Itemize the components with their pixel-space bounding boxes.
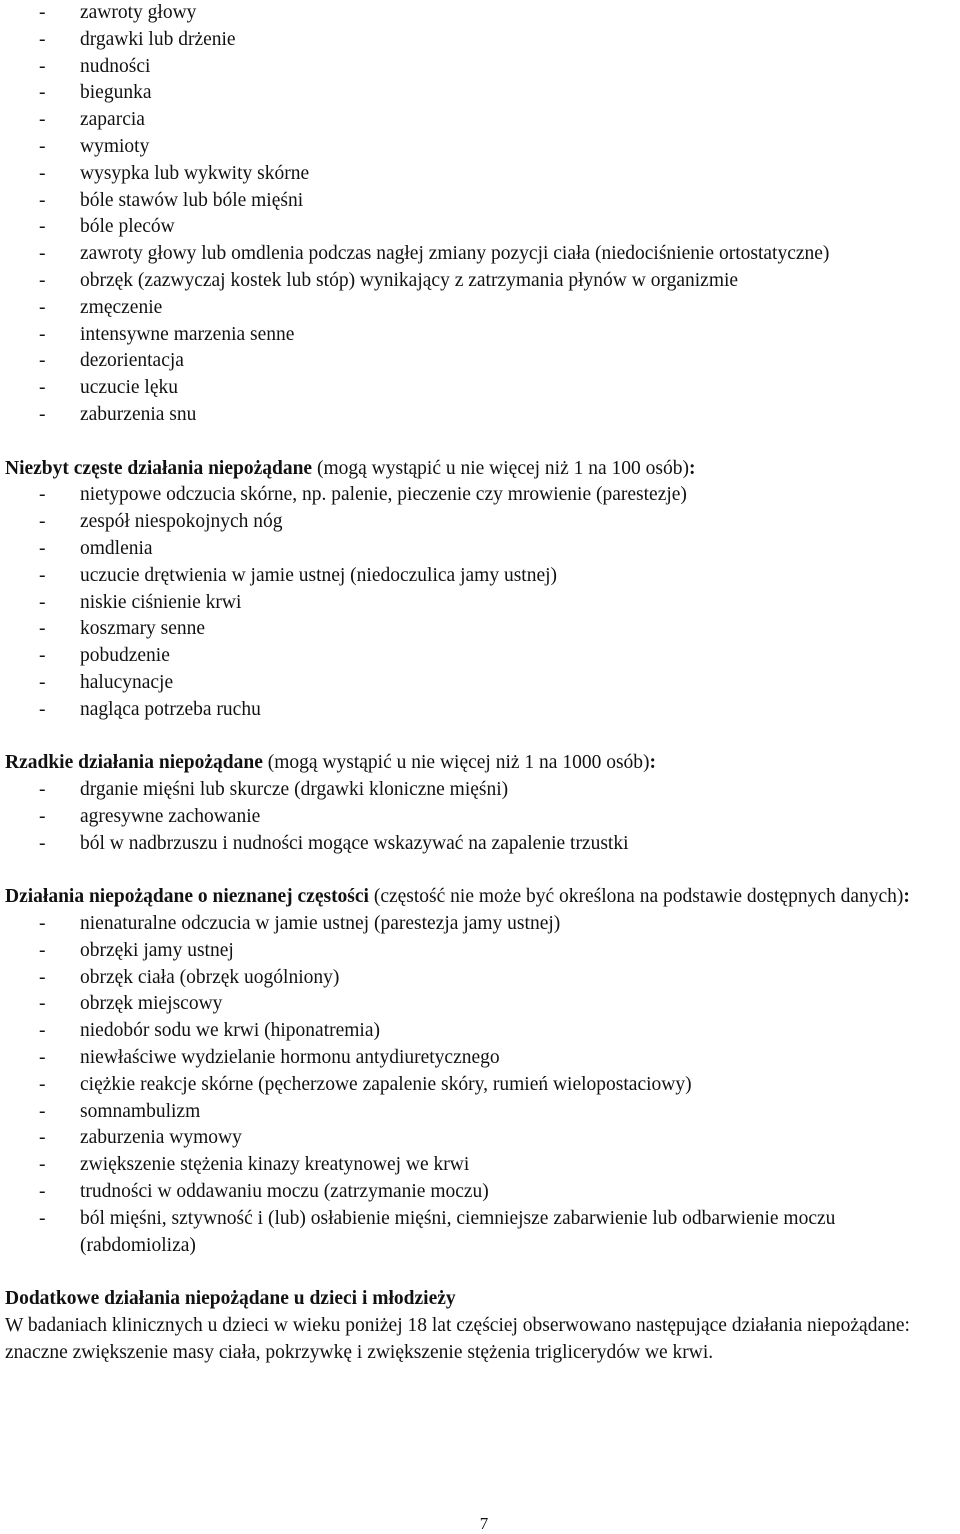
children-effects-paragraph: W badaniach klinicznych u dzieci w wieku poniżej 18 lat częściej obserwowano następujące działania niepożądane: znaczne zwiększenie masy ciała, pokrzywkę i zwiększenie stężenia triglicerydów we krwi.	[5, 1315, 910, 1363]
list-item: - ciężkie reakcje skórne (pęcherzowe zapalenie skóry, rumień wielopostaciowy)	[5, 1072, 956, 1099]
list-item: - nietypowe odczucia skórne, np. palenie, pieczenie czy mrowienie (parestezje)	[5, 482, 956, 509]
list-item: - omdlenia	[5, 536, 956, 563]
list-item: - dezorientacja	[5, 348, 956, 375]
list-item: - drganie mięśni lub skurcze (drgawki kloniczne mięśni)	[5, 777, 956, 804]
list-item: - obrzęk miejscowy	[5, 991, 956, 1018]
list-item: - zespół niespokojnych nóg	[5, 509, 956, 536]
list-item: - somnambulizm	[5, 1099, 956, 1126]
list-item: - uczucie lęku	[5, 375, 956, 402]
list-item: - nudności	[5, 54, 956, 81]
unknown-heading-bold: Działania niepożądane o nieznanej częstości	[5, 886, 369, 908]
list-item: - nienaturalne odczucia w jamie ustnej (parestezja jamy ustnej)	[5, 911, 956, 938]
list-item: - obrzęk (zazwyczaj kostek lub stóp) wynikający z zatrzymania płynów w organizmie	[5, 268, 956, 295]
uncommon-heading-bold: Niezbyt częste działania niepożądane	[5, 457, 313, 479]
list-item: - zawroty głowy	[5, 0, 956, 27]
list-item: - uczucie drętwienia w jamie ustnej (niedoczulica jamy ustnej)	[5, 563, 956, 590]
unknown-frequency-heading	[5, 884, 956, 911]
uncommon-heading-rest: (mogą wystąpić u nie więcej niż 1 na 100 osób)	[312, 457, 689, 479]
list-item: - trudności w oddawaniu moczu (zatrzymanie moczu)	[5, 1179, 956, 1206]
uncommon-heading-colon: :	[689, 457, 696, 479]
page-number: 7	[479, 1514, 489, 1533]
list-item: - biegunka	[5, 80, 956, 107]
rare-effects-heading	[5, 750, 956, 777]
list-item: - zaburzenia wymowy	[5, 1125, 956, 1152]
rare-effects-list	[5, 777, 956, 857]
list-item: - bóle pleców	[5, 214, 956, 241]
list-item: - zwiększenie stężenia kinazy kreatynowej we krwi	[5, 1152, 956, 1179]
list-item: - zaburzenia snu	[5, 402, 956, 429]
list-item: - agresywne zachowanie	[5, 804, 956, 831]
list-item: - niedobór sodu we krwi (hiponatremia)	[5, 1018, 956, 1045]
list-item: - zaparcia	[5, 107, 956, 134]
unknown-heading-rest: (częstość nie może być określona na podstawie dostępnych danych)	[368, 886, 904, 908]
list-item: - zawroty głowy lub omdlenia podczas nagłej zmiany pozycji ciała (niedociśnienie ortostatyczne)	[5, 241, 956, 268]
list-item: - ból mięśni, sztywność i (lub) osłabienie mięśni, ciemniejsze zabarwienie lub odbarwienie moczu (rabdomioliza)	[5, 1206, 956, 1260]
children-heading-text: Dodatkowe działania niepożądane u dzieci i młodzieży	[5, 1288, 456, 1310]
rare-heading-colon: :	[649, 752, 657, 774]
unknown-frequency-list	[5, 911, 956, 1259]
list-item: - bóle stawów lub bóle mięśni	[5, 188, 956, 215]
list-item: - niskie ciśnienie krwi	[5, 590, 956, 617]
list-item: - niewłaściwe wydzielanie hormonu antydiuretycznego	[5, 1045, 956, 1072]
list-item: - halucynacje	[5, 670, 956, 697]
list-item: - nagląca potrzeba ruchu	[5, 697, 956, 724]
uncommon-effects-heading	[5, 456, 956, 483]
common-effects-list	[5, 0, 956, 429]
list-item: - drgawki lub drżenie	[5, 27, 956, 54]
rare-heading-bold: Rzadkie działania niepożądane	[5, 752, 263, 774]
list-item: - pobudzenie	[5, 643, 956, 670]
list-item: - obrzęk ciała (obrzęk uogólniony)	[5, 965, 956, 992]
list-item: - obrzęki jamy ustnej	[5, 938, 956, 965]
list-item: - koszmary senne	[5, 616, 956, 643]
uncommon-effects-list	[5, 482, 956, 723]
list-item: - zmęczenie	[5, 295, 956, 322]
children-effects-heading	[5, 1286, 956, 1313]
list-item: - wysypka lub wykwity skórne	[5, 161, 956, 188]
list-item: - ból w nadbrzuszu i nudności mogące wskazywać na zapalenie trzustki	[5, 831, 956, 858]
unknown-heading-colon: :	[903, 886, 910, 908]
rare-heading-rest: (mogą wystąpić u nie więcej niż 1 na 1000 osób)	[262, 752, 650, 774]
list-item: - intensywne marzenia senne	[5, 322, 956, 349]
list-item: - wymioty	[5, 134, 956, 161]
